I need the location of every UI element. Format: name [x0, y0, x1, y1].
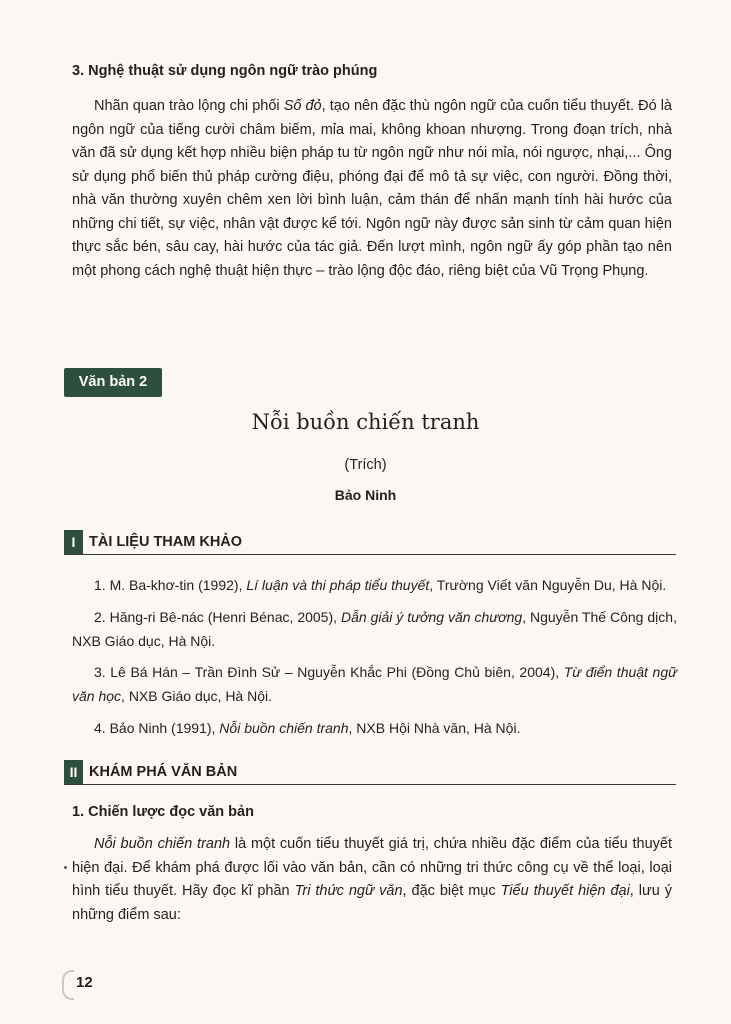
work-author: Bảo Ninh — [334, 487, 397, 503]
section-3-paragraph — [72, 95, 672, 283]
reference-3-publisher: , NXB Giáo dục, Hà Nội. — [121, 687, 272, 704]
reference-4-text: 4. Bảo Ninh (1991), — [94, 720, 220, 736]
section-II-header — [64, 760, 676, 785]
section-II-number: II — [64, 760, 83, 784]
reference-2 — [72, 606, 677, 653]
section-3-heading: 3. Nghệ thuật sử dụng ngôn ngữ trào phúng — [72, 63, 378, 79]
para-italic-title: Số đỏ — [283, 98, 322, 114]
reference-4-title: Nỗi buồn chiến tranh — [219, 720, 349, 736]
para2-italic-2: Tri thức ngữ văn — [294, 883, 403, 899]
section-II-title: KHÁM PHÁ VĂN BẢN — [89, 764, 238, 780]
page-number: 12 — [76, 974, 93, 991]
reference-2-text: 2. Hăng-ri Bê-nác (Henri Bénac, 2005), — [94, 609, 341, 625]
reference-2-publisher: , Nguyễn Thế Công dịch, NXB Giáo dục, Hà Nội. — [72, 609, 677, 649]
reference-1-publisher: , Trường Viết văn Nguyễn Du, Hà Nội. — [429, 577, 667, 593]
section-I-header — [64, 530, 676, 555]
para-text-2: , tạo nên đặc thù ngôn ngữ của cuốn tiểu thuyết. Đó là ngôn ngữ của tiếng cười châm biếm, mỉa mai, không khoan nhượng. Trong đoạn trích, nhà văn đã sử dụng kết hợp nhiều biện pháp tu từ ngôn ngữ như nói mỉa, nói ngược, nhại,... Ông sử dụng phổ biến thủ pháp cường điệu, phóng đại để mô tả sự việc, con người. Đồng thời, nhà văn thường xuyên chêm xen lời bình luận, cảm thán để nhấn mạnh tính hài hước của những chi tiết, sự việc, nhân vật được kể tới. Ngôn ngữ này được sản sinh từ cảm quan hiện thực sắc bén, sâu cay, hài hước của tác giả. Đến lượt mình, ngôn ngữ ấy góp phần tạo nên một phong cách nghệ thuật hiện thực – trào lộng độc đáo, riêng biệt của Vũ Trọng Phụng. — [72, 98, 672, 279]
para2-italic-1: Nỗi buồn chiến tranh — [94, 836, 231, 852]
reference-1 — [72, 574, 677, 598]
para2-text-2: , đặc biệt mục — [402, 883, 501, 899]
work-subtitle: (Trích) — [344, 457, 387, 473]
para2-text-3: , lưu ý những điểm sau: — [72, 883, 672, 923]
para-text-1: Nhãn quan trào lộng chi phối — [94, 98, 284, 114]
reading-strategy-paragraph — [72, 833, 672, 927]
para2-text-1: là một cuốn tiểu thuyết giá trị, chứa nhiều đặc điểm của tiểu thuyết hiện đại. Để khám phá được lối vào văn bản, cần có những tri thức công cụ về thể loại, loại hình tiểu thuyết. Hãy đọc kĩ phần — [72, 836, 672, 899]
reference-2-title: Dẫn giải ý tưởng văn chương — [340, 609, 523, 625]
section-I-number: I — [64, 530, 83, 554]
reading-strategy-heading: 1. Chiến lược đọc văn bản — [72, 804, 254, 820]
reference-3 — [72, 661, 677, 708]
reference-1-title: Lí luận và thi pháp tiểu thuyết — [246, 577, 430, 593]
reference-3-text: 3. Lê Bá Hán – Trần Đình Sử – Nguyễn Khắc Phi (Đồng Chủ biên, 2004), — [94, 664, 564, 680]
text-label-badge: Văn bản 2 — [64, 368, 162, 397]
reference-3-title: Từ điển thuật ngữ văn học — [72, 664, 677, 704]
reference-1-text: 1. M. Ba-khơ-tin (1992), — [94, 577, 247, 593]
reference-4-publisher: , NXB Hội Nhà văn, Hà Nội. — [348, 720, 521, 736]
margin-dot — [64, 866, 67, 869]
page-number-bracket — [62, 970, 74, 1000]
reference-4 — [72, 717, 677, 741]
para2-italic-3: Tiểu thuyết hiện đại — [500, 883, 630, 899]
work-title: Nỗi buồn chiến tranh — [251, 410, 480, 434]
section-I-title: TÀI LIỆU THAM KHẢO — [89, 534, 243, 550]
